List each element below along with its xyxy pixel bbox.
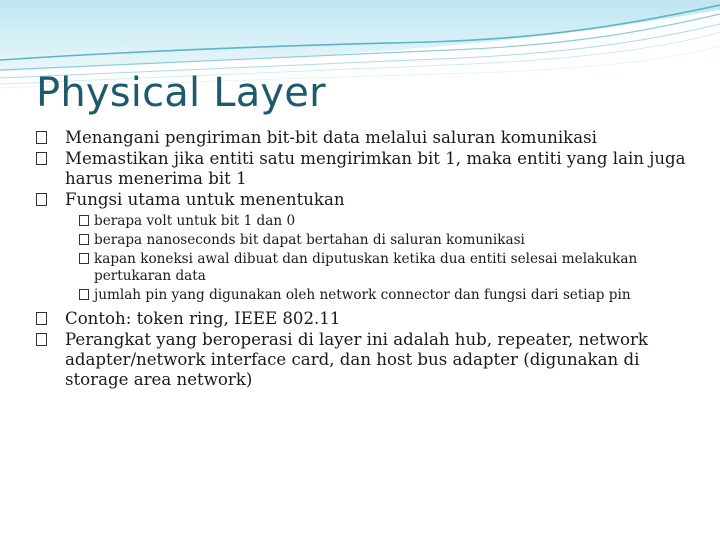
sub-bullet-list: [36, 213, 696, 304]
bullet-text: Perangkat yang beroperasi di layer ini adalah hub, repeater, network adapter/network interface card, dan host bus adapter (digunakan di storage area network): [65, 330, 648, 389]
bullet-item: [36, 128, 696, 148]
sub-bullet-item: [65, 287, 696, 304]
square-bullet-icon: [36, 152, 47, 165]
bullet-text: Menangani pengiriman bit-bit data melalui saluran komunikasi: [65, 128, 597, 147]
slide-title: Physical Layer: [36, 70, 326, 116]
bullet-list-continued: [36, 309, 696, 390]
bullet-text: Fungsi utama untuk menentukan: [65, 190, 345, 209]
square-bullet-icon: [79, 289, 89, 300]
bullet-item: [36, 330, 696, 390]
sub-bullet-text: berapa volt untuk bit 1 dan 0: [94, 213, 296, 229]
bullet-text: Memastikan jika entiti satu mengirimkan bit 1, maka entiti yang lain juga harus menerima bit 1: [65, 149, 686, 188]
bullet-text: Contoh: token ring, IEEE 802.11: [65, 309, 341, 328]
square-bullet-icon: [79, 215, 89, 226]
bullet-list: [36, 128, 696, 210]
square-bullet-icon: [36, 312, 47, 325]
square-bullet-icon: [79, 234, 89, 245]
bullet-item: [36, 190, 696, 210]
sub-bullet-text: jumlah pin yang digunakan oleh network connector dan fungsi dari setiap pin: [94, 287, 631, 303]
square-bullet-icon: [79, 253, 89, 264]
sub-bullet-item: [65, 232, 696, 249]
bullet-item: [36, 309, 696, 329]
square-bullet-icon: [36, 193, 47, 206]
bullet-item: [36, 149, 696, 189]
sub-bullet-text: kapan koneksi awal dibuat dan diputuskan ketika dua entiti selesai melakukan pertukaran data: [94, 251, 638, 284]
sub-bullet-item: [65, 251, 696, 285]
square-bullet-icon: [36, 333, 47, 346]
sub-bullet-text: berapa nanoseconds bit dapat bertahan di saluran komunikasi: [94, 232, 525, 248]
square-bullet-icon: [36, 131, 47, 144]
bullet-list-container: [36, 128, 696, 391]
sub-bullet-item: [65, 213, 696, 230]
